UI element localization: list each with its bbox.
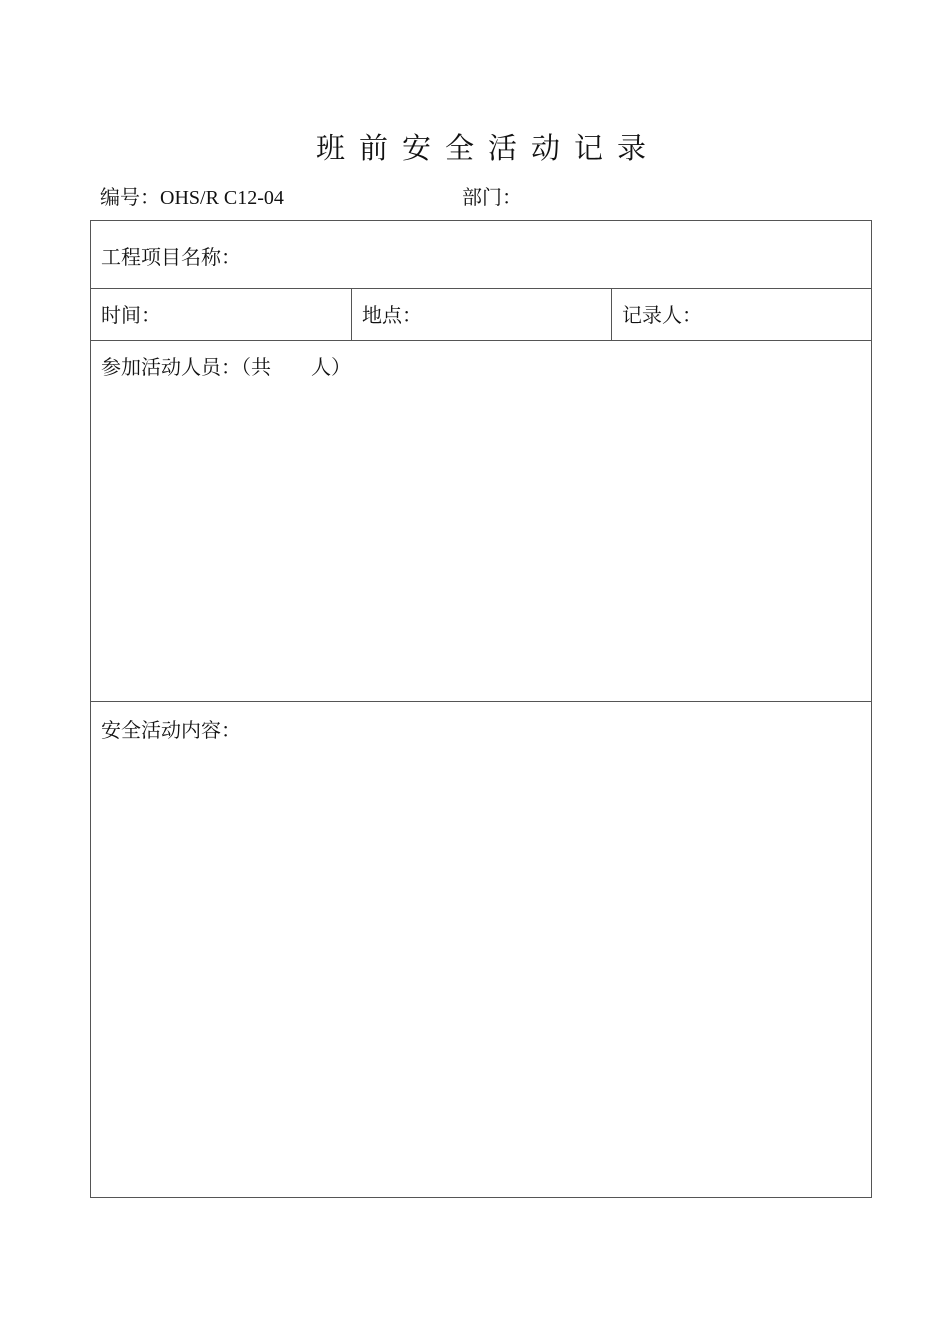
- document-code-value: OHS/R C12-04: [160, 187, 284, 209]
- project-name-label: 工程项目名称：: [101, 245, 241, 269]
- activity-content-field[interactable]: [91, 702, 871, 1197]
- participants-field[interactable]: [91, 341, 871, 702]
- document-title: [0, 128, 950, 168]
- participants-label: 参加活动人员：（共 人）: [101, 355, 351, 379]
- info-row: [91, 289, 871, 341]
- title-char: 动: [530, 131, 560, 165]
- time-label: 时间：: [101, 303, 161, 327]
- title-char: 安: [401, 131, 431, 165]
- recorder-label: 记录人：: [622, 303, 702, 327]
- document-code: [100, 183, 284, 212]
- place-label: 地点：: [362, 303, 422, 327]
- title-char: 活: [487, 131, 517, 165]
- title-char: 班: [315, 131, 345, 165]
- department-label: 部门：: [462, 185, 522, 209]
- place-field[interactable]: [352, 289, 612, 340]
- department-field[interactable]: [462, 183, 522, 211]
- title-char: 录: [616, 131, 646, 165]
- activity-content-label: 安全活动内容：: [101, 718, 241, 742]
- title-char: 全: [444, 131, 474, 165]
- activity-record-form: [90, 220, 872, 1198]
- time-field[interactable]: [91, 289, 352, 340]
- document-code-label: 编号：: [100, 185, 160, 209]
- title-char: 前: [358, 131, 388, 165]
- title-char: 记: [573, 131, 603, 165]
- recorder-field[interactable]: [612, 289, 871, 340]
- project-name-field[interactable]: [91, 221, 871, 289]
